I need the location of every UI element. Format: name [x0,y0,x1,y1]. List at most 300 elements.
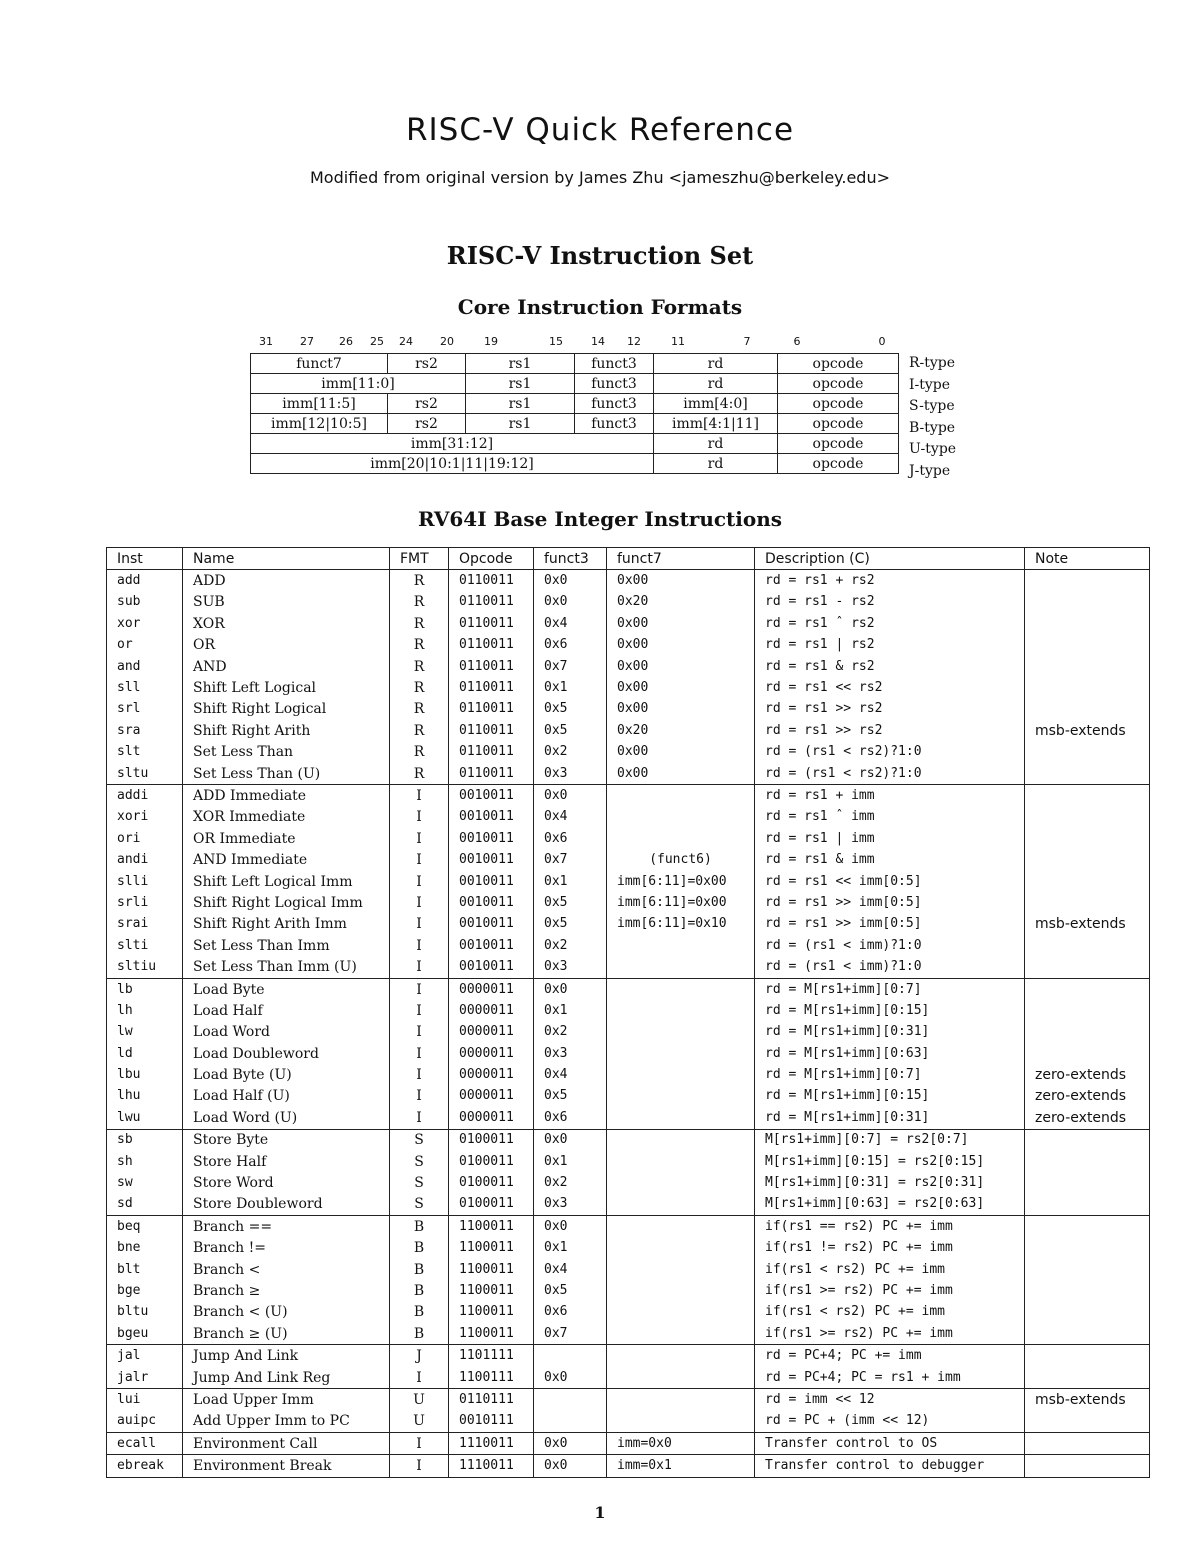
table-cell: imm[6:11]=0x00 [607,871,755,892]
table-cell: R [390,592,449,613]
table-cell: imm[6:11]=0x10 [607,914,755,935]
table-cell [1025,1194,1150,1216]
table-cell: rd = M[rs1+imm][0:7] [755,978,1025,1000]
table-cell: Shift Left Logical Imm [183,871,390,892]
table-cell: Transfer control to OS [755,1433,1025,1455]
table-cell: 0110011 [449,677,534,698]
table-cell: 0110011 [449,699,534,720]
bit-label: 19 [484,335,498,348]
table-cell: rd = rs1 & imm [755,849,1025,870]
table-cell: 0x00 [607,763,755,785]
format-row-j [251,454,899,474]
bit-label: 6 [793,335,801,348]
table-row [107,635,1150,656]
table-row [107,871,1150,892]
table-cell: 0x3 [534,1043,607,1064]
table-cell [607,828,755,849]
table-cell: 0110011 [449,742,534,763]
table-cell: Load Byte (U) [183,1064,390,1085]
table-cell: rd = imm << 12 [755,1389,1025,1411]
table-cell: 0000011 [449,1064,534,1085]
format-cell: imm[4:1|11] [654,414,778,434]
format-row-i [251,374,899,394]
table-cell: Add Upper Imm to PC [183,1411,390,1433]
table-cell: rd = rs1 >> imm[0:5] [755,892,1025,913]
table-cell: 0110011 [449,720,534,741]
table-cell: 0x2 [534,1022,607,1043]
table-row [107,935,1150,956]
format-cell: opcode [778,454,899,474]
page-number: 1 [594,1503,606,1522]
table-cell: 0x0 [534,785,607,807]
table-cell: Branch < (U) [183,1302,390,1323]
base-heading: RV64I Base Integer Instructions [417,507,783,531]
format-cell: rs2 [388,354,466,374]
table-cell: sra [107,720,183,741]
table-cell: if(rs1 == rs2) PC += imm [755,1216,1025,1238]
table-cell: B [390,1302,449,1323]
table-row [107,1216,1150,1238]
table-cell [607,807,755,828]
format-type-label: S-type [909,398,955,414]
table-cell [1025,592,1150,613]
table-cell: 0110011 [449,592,534,613]
table-cell: 0100011 [449,1129,534,1151]
table-cell: 0x6 [534,1302,607,1323]
table-cell: bgeu [107,1323,183,1345]
table-cell [1025,1323,1150,1345]
table-cell: 1100011 [449,1259,534,1280]
table-cell [534,1411,607,1433]
table-cell: 0x6 [534,635,607,656]
table-cell: Transfer control to debugger [755,1455,1025,1477]
table-cell: 0100011 [449,1151,534,1172]
table-cell: lw [107,1022,183,1043]
table-cell: 0x2 [534,1172,607,1193]
table-cell [607,935,755,956]
format-cell: funct3 [575,414,654,434]
format-type-label: R-type [909,355,956,371]
table-cell: 0000011 [449,1000,534,1021]
column-header: Opcode [449,548,534,570]
table-cell: I [390,785,449,807]
table-cell: Set Less Than [183,742,390,763]
table-cell: rd = (rs1 < imm)?1:0 [755,935,1025,956]
table-cell: srl [107,699,183,720]
table-cell: lui [107,1389,183,1411]
table-cell: rd = PC + (imm << 12) [755,1411,1025,1433]
format-cell: rd [654,354,778,374]
table-cell [607,956,755,978]
table-cell: 0x3 [534,1194,607,1216]
table-cell: if(rs1 < rs2) PC += imm [755,1302,1025,1323]
table-cell: add [107,570,183,592]
table-cell: 0x0 [534,978,607,1000]
table-cell: (funct6) [607,849,755,870]
table-cell: 0010011 [449,871,534,892]
table-cell: I [390,1022,449,1043]
table-cell: M[rs1+imm][0:63] = rs2[0:63] [755,1194,1025,1216]
table-cell: and [107,656,183,677]
table-cell: Load Half [183,1000,390,1021]
table-row [107,1107,1150,1129]
table-cell [607,1000,755,1021]
table-cell: 0x2 [534,742,607,763]
table-cell [1025,1433,1150,1455]
table-cell: 0x0 [534,570,607,592]
table-cell [1025,1455,1150,1477]
table-cell [1025,1216,1150,1238]
table-cell: 0x1 [534,1238,607,1259]
table-cell [607,1280,755,1301]
table-cell: S [390,1194,449,1216]
format-cell: funct7 [251,354,388,374]
instructions-body [107,570,1150,1477]
table-cell: 0110111 [449,1389,534,1411]
table-cell: S [390,1172,449,1193]
table-cell [607,1259,755,1280]
table-cell [607,978,755,1000]
table-cell [1025,1280,1150,1301]
table-cell [1025,1238,1150,1259]
table-row [107,978,1150,1000]
table-cell: Set Less Than Imm (U) [183,956,390,978]
table-cell [1025,978,1150,1000]
format-cell: rs2 [388,414,466,434]
table-cell: Set Less Than Imm [183,935,390,956]
table-cell [1025,677,1150,698]
table-cell: I [390,1000,449,1021]
format-type-label: I-type [909,376,951,393]
format-cell: funct3 [575,374,654,394]
table-cell: 1110011 [449,1455,534,1477]
table-cell: 0x1 [534,1000,607,1021]
table-cell: Store Half [183,1151,390,1172]
table-cell: 0000011 [449,1022,534,1043]
table-cell: zero-extends [1025,1107,1150,1129]
table-cell: rd = rs1 << rs2 [755,677,1025,698]
table-cell [607,1411,755,1433]
table-cell: I [390,914,449,935]
table-cell: rd = rs1 + imm [755,785,1025,807]
table-row [107,1389,1150,1411]
table-cell [1025,1022,1150,1043]
bit-label: 14 [591,335,605,348]
table-cell: 1100011 [449,1238,534,1259]
table-cell: 0010011 [449,892,534,913]
table-cell: I [390,1455,449,1477]
table-cell: 0x4 [534,1259,607,1280]
table-cell: 0x00 [607,677,755,698]
table-cell: msb-extends [1025,914,1150,935]
table-cell: or [107,635,183,656]
table-cell: B [390,1280,449,1301]
table-cell: 0000011 [449,1086,534,1107]
table-cell [607,1022,755,1043]
table-cell: rd = rs1 | rs2 [755,635,1025,656]
table-cell: imm=0x0 [607,1433,755,1455]
table-cell: 0x00 [607,613,755,634]
format-cell: opcode [778,414,899,434]
table-cell: Shift Right Logical [183,699,390,720]
table-cell: AND [183,656,390,677]
table-cell: I [390,849,449,870]
table-cell: 0x4 [534,613,607,634]
table-cell: lh [107,1000,183,1021]
table-cell: Branch ≥ (U) [183,1323,390,1345]
table-cell [1025,892,1150,913]
table-cell: rd = M[rs1+imm][0:31] [755,1107,1025,1129]
format-cell: rs2 [388,394,466,414]
table-cell: R [390,720,449,741]
table-cell: Jump And Link Reg [183,1367,390,1389]
table-cell: 0010011 [449,785,534,807]
format-cell: rd [654,374,778,394]
table-cell: 1100011 [449,1280,534,1301]
table-cell: ADD [183,570,390,592]
table-cell: 0x00 [607,742,755,763]
table-cell [1025,956,1150,978]
table-cell: if(rs1 != rs2) PC += imm [755,1238,1025,1259]
table-row [107,892,1150,913]
table-cell [607,1064,755,1085]
table-row [107,742,1150,763]
column-header: FMT [390,548,449,570]
table-cell [1025,1411,1150,1433]
table-cell: Store Word [183,1172,390,1193]
table-cell [1025,1000,1150,1021]
table-cell [1025,656,1150,677]
table-cell: R [390,742,449,763]
table-cell: ebreak [107,1455,183,1477]
table-cell: 0x00 [607,570,755,592]
table-cell: 0110011 [449,763,534,785]
table-cell: Branch ≥ [183,1280,390,1301]
table-cell: if(rs1 >= rs2) PC += imm [755,1323,1025,1345]
table-row [107,656,1150,677]
table-cell: 0100011 [449,1194,534,1216]
table-cell: rd = M[rs1+imm][0:15] [755,1000,1025,1021]
format-type-label: U-type [909,441,957,457]
table-cell: rd = PC+4; PC = rs1 + imm [755,1367,1025,1389]
formats-table [250,353,899,474]
table-cell: slt [107,742,183,763]
column-header: funct7 [607,548,755,570]
table-cell [1025,699,1150,720]
table-cell: I [390,978,449,1000]
table-cell: B [390,1259,449,1280]
table-cell: Shift Right Logical Imm [183,892,390,913]
format-cell: imm[20|10:1|11|19:12] [251,454,654,474]
table-cell [607,1216,755,1238]
table-cell: beq [107,1216,183,1238]
table-cell: 0x00 [607,656,755,677]
table-cell [1025,785,1150,807]
table-cell: 0x0 [534,1433,607,1455]
table-cell: rd = rs1 ˆ rs2 [755,613,1025,634]
table-cell: 0x6 [534,828,607,849]
table-cell: 0x5 [534,892,607,913]
table-cell: 0000011 [449,1043,534,1064]
table-cell: 0x3 [534,956,607,978]
bit-label: 7 [743,335,751,348]
table-row [107,849,1150,870]
table-cell: I [390,935,449,956]
table-cell: 0110011 [449,656,534,677]
table-cell [1025,1302,1150,1323]
format-cell: funct3 [575,394,654,414]
format-cell: opcode [778,394,899,414]
table-cell: OR Immediate [183,828,390,849]
table-cell: 0010011 [449,807,534,828]
table-cell: M[rs1+imm][0:15] = rs2[0:15] [755,1151,1025,1172]
table-cell: R [390,699,449,720]
table-cell: bne [107,1238,183,1259]
table-cell: slti [107,935,183,956]
table-cell: Load Word (U) [183,1107,390,1129]
table-cell: if(rs1 < rs2) PC += imm [755,1259,1025,1280]
table-cell: 0x5 [534,914,607,935]
table-cell [1025,1259,1150,1280]
table-cell: zero-extends [1025,1064,1150,1085]
table-cell: Branch == [183,1216,390,1238]
table-cell: 0100011 [449,1172,534,1193]
table-cell: R [390,763,449,785]
format-cell: rd [654,454,778,474]
table-cell: xor [107,613,183,634]
table-row [107,592,1150,613]
table-cell: 0000011 [449,978,534,1000]
table-cell: msb-extends [1025,1389,1150,1411]
table-cell: 0x0 [534,1367,607,1389]
table-cell: Load Doubleword [183,1043,390,1064]
table-cell: ld [107,1043,183,1064]
table-cell: 0010011 [449,828,534,849]
table-cell: R [390,570,449,592]
table-cell: Environment Call [183,1433,390,1455]
table-cell: Environment Break [183,1455,390,1477]
bit-label: 20 [440,335,454,348]
table-row [107,914,1150,935]
table-cell: Shift Left Logical [183,677,390,698]
table-cell: sltu [107,763,183,785]
table-cell: rd = M[rs1+imm][0:63] [755,1043,1025,1064]
table-cell [1025,849,1150,870]
format-cell: imm[31:12] [251,434,654,454]
table-cell: Load Upper Imm [183,1389,390,1411]
table-row [107,1367,1150,1389]
format-cell: imm[11:0] [251,374,466,394]
table-cell: B [390,1238,449,1259]
table-cell: ecall [107,1433,183,1455]
table-cell: msb-extends [1025,720,1150,741]
table-cell: 0x4 [534,1064,607,1085]
table-cell [534,1345,607,1367]
table-row [107,1194,1150,1216]
table-row [107,1433,1150,1455]
table-cell: SUB [183,592,390,613]
table-cell: sll [107,677,183,698]
bit-label: 31 [259,335,273,348]
format-cell: opcode [778,354,899,374]
table-cell: Set Less Than (U) [183,763,390,785]
column-header: Note [1025,548,1150,570]
table-row [107,1151,1150,1172]
format-type-label: J-type [909,462,951,479]
table-cell [1025,1043,1150,1064]
table-cell: I [390,956,449,978]
bit-label: 11 [671,335,685,348]
format-cell: funct3 [575,354,654,374]
table-cell: jal [107,1345,183,1367]
table-cell [607,1086,755,1107]
table-cell: I [390,807,449,828]
table-cell: 1100111 [449,1367,534,1389]
table-cell: rd = M[rs1+imm][0:15] [755,1086,1025,1107]
format-cell: rs1 [466,374,575,394]
table-cell [607,1107,755,1129]
table-cell: M[rs1+imm][0:7] = rs2[0:7] [755,1129,1025,1151]
table-cell [1025,742,1150,763]
table-cell: rd = M[rs1+imm][0:7] [755,1064,1025,1085]
table-cell [1025,1151,1150,1172]
table-cell: U [390,1411,449,1433]
table-cell: 0x5 [534,1280,607,1301]
table-cell: auipc [107,1411,183,1433]
table-cell [1025,871,1150,892]
table-cell: U [390,1389,449,1411]
table-cell: OR [183,635,390,656]
table-cell: lb [107,978,183,1000]
table-cell: 0x1 [534,677,607,698]
table-cell: 0110011 [449,635,534,656]
table-cell: 1101111 [449,1345,534,1367]
table-cell [1025,1345,1150,1367]
table-cell: B [390,1323,449,1345]
table-cell: Load Byte [183,978,390,1000]
table-cell: I [390,1064,449,1085]
table-cell: 0x6 [534,1107,607,1129]
table-cell: imm=0x1 [607,1455,755,1477]
format-type-label: B-type [909,419,956,436]
instructions-table [106,547,1150,1478]
table-cell [607,1389,755,1411]
table-cell: 1100011 [449,1323,534,1345]
table-row [107,956,1150,978]
table-cell: Branch < [183,1259,390,1280]
table-cell: 0x5 [534,699,607,720]
table-cell: 0x7 [534,849,607,870]
table-cell: sub [107,592,183,613]
table-cell: 0x0 [534,1455,607,1477]
table-row [107,1086,1150,1107]
table-row [107,1129,1150,1151]
table-cell [534,1389,607,1411]
table-row [107,1238,1150,1259]
table-row [107,807,1150,828]
format-row-u [251,434,899,454]
table-cell: I [390,1043,449,1064]
table-cell: xori [107,807,183,828]
bit-label: 24 [399,335,413,348]
page-subtitle: Modified from original version by James Zhu <jameszhu@berkeley.edu> [310,168,890,187]
table-row [107,1043,1150,1064]
table-row [107,1302,1150,1323]
table-cell: rd = (rs1 < imm)?1:0 [755,956,1025,978]
table-cell: rd = M[rs1+imm][0:31] [755,1022,1025,1043]
table-cell: rd = rs1 + rs2 [755,570,1025,592]
table-row [107,1323,1150,1345]
